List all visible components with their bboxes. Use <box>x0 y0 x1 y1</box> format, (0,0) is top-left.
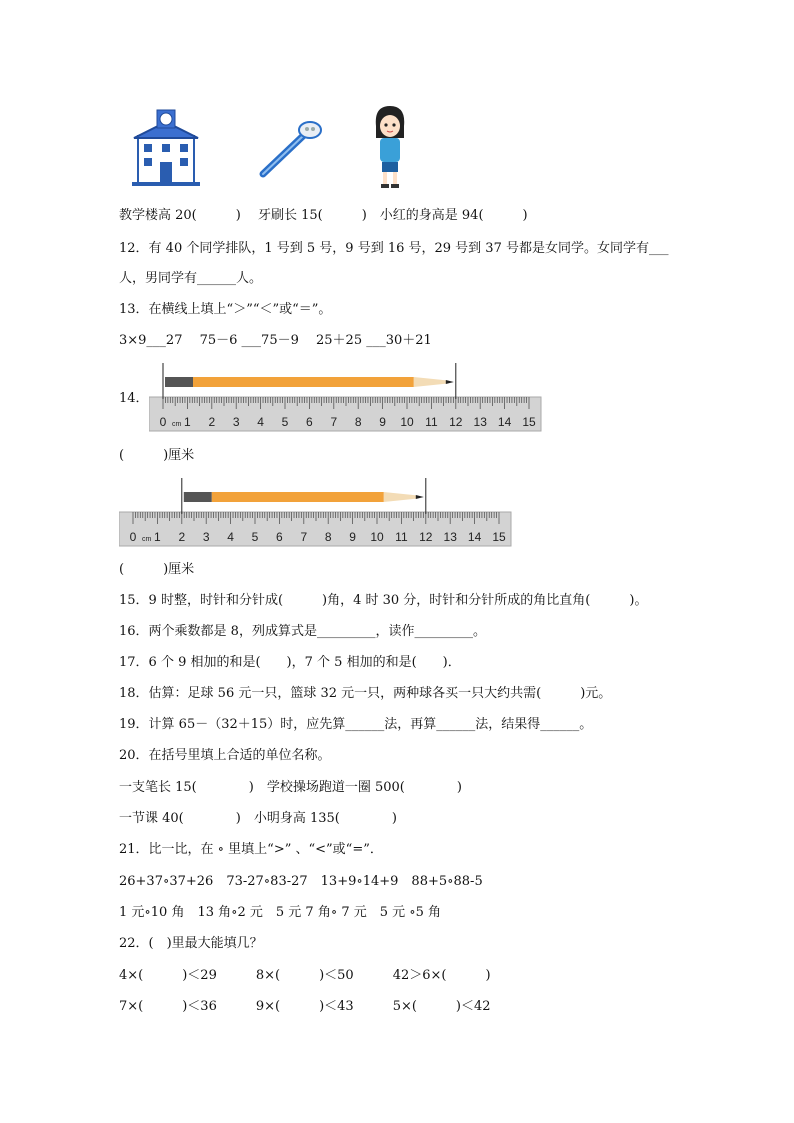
question-21: 21．比一比，在 ∘ 里填上“>” 、“<”或“=”． <box>119 842 383 857</box>
ruler-tick-label: 11 <box>425 415 438 429</box>
ruler-tick-label: 15 <box>492 530 506 544</box>
ruler-tick-label: 12 <box>419 530 433 544</box>
ruler-figure-1 <box>149 363 544 437</box>
question-17: 17．6 个 9 相加的和是( )，7 个 5 相加的和是( )． <box>119 655 461 670</box>
ruler-tick-label: 7 <box>300 530 308 544</box>
ruler-tick-label: 15 <box>522 415 536 429</box>
ruler-tick-label: 4 <box>257 415 264 429</box>
pencil-wood-tip <box>414 377 448 387</box>
question-12-line-2: 人，男同学有______人。 <box>119 271 263 286</box>
question-22-line-a: 4×( )＜29 8×( )＜50 42＞6×( ) <box>119 968 491 983</box>
ruler-tick-label: 1 <box>184 415 191 429</box>
ruler-tick-label: 9 <box>349 530 356 544</box>
ruler-tick-label: 0 <box>129 530 137 544</box>
question-22-line-b: 7×( )＜36 9×( )＜43 5×( )＜42 <box>119 999 491 1014</box>
ruler-tick-label: 14 <box>467 530 482 544</box>
ruler-tick-label: 0 <box>159 415 167 429</box>
pencil-lead <box>446 380 454 384</box>
pencil-end-cap <box>165 377 193 387</box>
ruler-tick-label: 10 <box>400 415 414 429</box>
ruler-tick-label: 10 <box>370 530 384 544</box>
question-22: 22．( )里最大能填几？ <box>119 936 263 951</box>
ruler-tick-label: 3 <box>202 530 210 544</box>
pencil-lead <box>416 495 424 499</box>
ruler-tick-label: 6 <box>306 415 313 429</box>
ruler-tick-label: 2 <box>178 530 186 544</box>
toothbrush-icon <box>255 118 325 180</box>
ruler-tick-label: 4 <box>227 530 234 544</box>
answer-14-2: ( )厘米 <box>119 562 195 577</box>
ruler-tick-label: 5 <box>281 415 289 429</box>
school-building-icon <box>130 106 202 188</box>
pencil-body <box>193 377 414 387</box>
ruler-tick-label: 6 <box>276 530 283 544</box>
ruler-tick-label: 13 <box>443 530 457 544</box>
question-13-title: 13．在横线上填上“＞”“＜”或“＝”。 <box>119 302 332 317</box>
question-18: 18．估算：足球 56 元一只，篮球 32 元一只，两种球各买一只大约共需( )元。 <box>119 686 612 701</box>
pencil-body <box>212 492 384 502</box>
ruler-tick-label: 7 <box>330 415 338 429</box>
question-20: 20．在括号里填上合适的单位名称。 <box>119 748 331 763</box>
ruler-tick-label: 9 <box>379 415 386 429</box>
pencil-end-cap <box>184 492 212 502</box>
question-14-number: 14． <box>119 391 149 406</box>
ruler-unit-label: cm <box>142 536 152 543</box>
question-13-expressions: 3×9___27 75－6 ___75－9 25＋25 ___30＋21 <box>119 333 432 348</box>
pencil-wood-tip <box>384 492 418 502</box>
question-12-line-1: 12．有 40 个同学排队，1 号到 5 号，9 号到 16 号，29 号到 37 号都是女同学。女同学有___ <box>119 241 669 256</box>
ruler-tick-label: 14 <box>497 415 512 429</box>
ruler-unit-label: cm <box>172 421 182 428</box>
ruler-tick-label: 2 <box>208 415 216 429</box>
ruler-tick-label: 12 <box>449 415 463 429</box>
ruler-tick-label: 13 <box>473 415 487 429</box>
question-15: 15．9 时整，时针和分针成( )角，4 时 30 分，时针和分针所成的角比直角( )。 <box>119 593 648 608</box>
ruler-tick-label: 1 <box>154 530 161 544</box>
height-question-line: 教学楼高 20( ) 牙刷长 15( ) 小红的身高是 94( ) <box>119 208 528 223</box>
ruler-tick-label: 11 <box>395 530 408 544</box>
girl-xiaohong-icon <box>370 104 410 190</box>
question-21-line-b: 1 元∘10 角 13 角∘2 元 5 元 7 角∘ 7 元 5 元 ∘5 角 <box>119 905 442 920</box>
ruler-tick-label: 8 <box>324 530 332 544</box>
question-21-line-a: 26+37∘37+26 73-27∘83-27 13+9∘14+9 88+5∘88-5 <box>119 874 483 889</box>
ruler-tick-label: 8 <box>354 415 362 429</box>
question-16: 16．两个乘数都是 8，列成算式是_________，读作_________。 <box>119 624 486 639</box>
question-19: 19．计算 65－（32＋15）时，应先算______法，再算______法，结果得______。 <box>119 717 593 732</box>
ruler-tick-label: 5 <box>251 530 259 544</box>
question-20-line-b: 一节课 40( ) 小明身高 135( ) <box>119 811 397 826</box>
ruler-figure-2 <box>119 478 514 552</box>
answer-14-1: ( )厘米 <box>119 448 195 463</box>
question-20-line-a: 一支笔长 15( ) 学校操场跑道一圈 500( ) <box>119 780 462 795</box>
ruler-tick-label: 3 <box>232 415 240 429</box>
